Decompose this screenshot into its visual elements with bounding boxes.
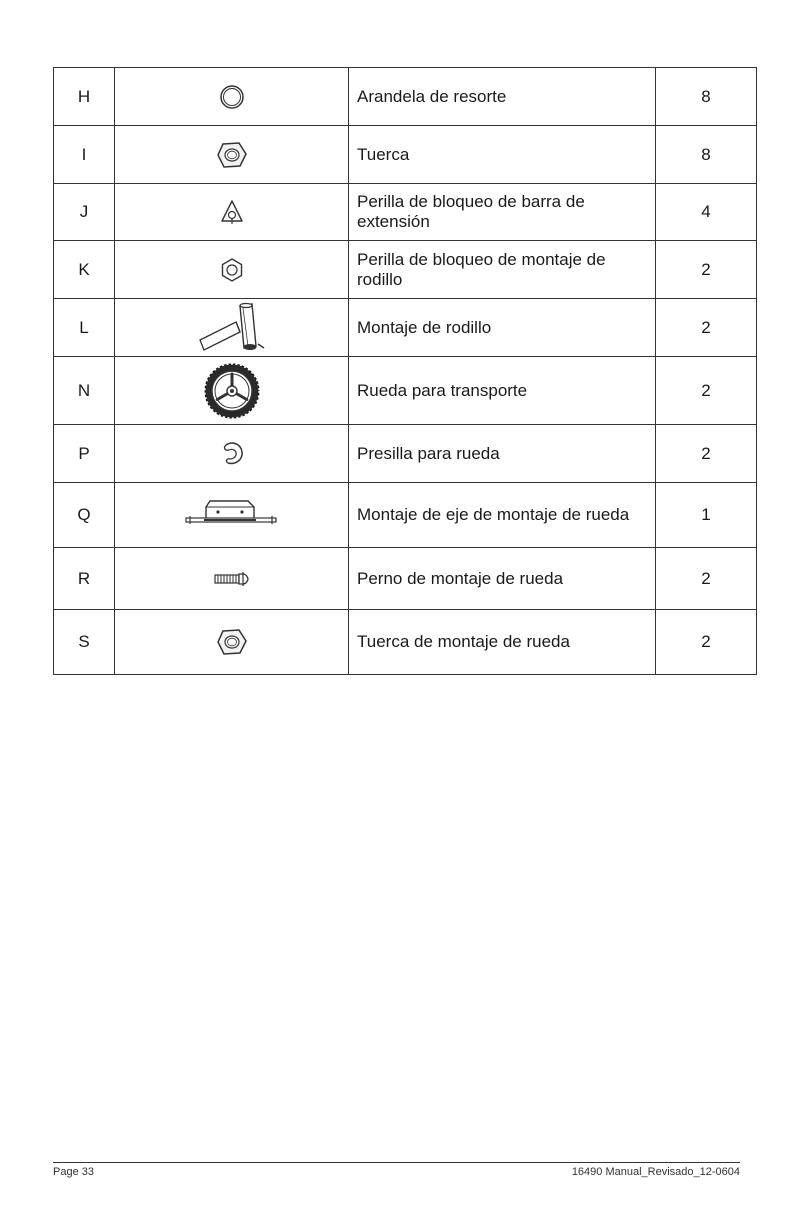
table-row (54, 68, 757, 126)
table-row (54, 184, 757, 241)
part-letter: I (54, 126, 115, 184)
part-quantity: 2 (656, 357, 757, 425)
part-quantity: 2 (656, 425, 757, 483)
transport-wheel-icon (203, 362, 261, 420)
part-letter: S (54, 610, 115, 675)
part-quantity: 2 (656, 548, 757, 610)
part-letter: Q (54, 483, 115, 548)
part-quantity: 2 (656, 299, 757, 357)
part-description: Perilla de bloqueo de barra de extensión (349, 184, 656, 241)
table-row (54, 299, 757, 357)
part-quantity: 2 (656, 241, 757, 299)
spring-washer-icon (217, 82, 247, 112)
document-id: 16490 Manual_Revisado_12-0604 (571, 1166, 740, 1178)
roller-assembly-icon (196, 302, 268, 354)
table-row (54, 610, 757, 675)
part-description: Tuerca de montaje de rueda (349, 610, 656, 675)
parts-table (53, 67, 757, 675)
part-description: Tuerca (349, 126, 656, 184)
part-letter: P (54, 425, 115, 483)
nut-icon (215, 140, 249, 170)
table-row (54, 126, 757, 184)
part-letter: J (54, 184, 115, 241)
part-description: Perno de montaje de rueda (349, 548, 656, 610)
part-letter: K (54, 241, 115, 299)
part-letter: R (54, 548, 115, 610)
table-row (54, 357, 757, 425)
table-row (54, 425, 757, 483)
table-row (54, 241, 757, 299)
nut-icon (215, 627, 249, 657)
part-description: Montaje de rodillo (349, 299, 656, 357)
part-description: Perilla de bloqueo de montaje de rodillo (349, 241, 656, 299)
part-quantity: 8 (656, 126, 757, 184)
lock-knob-icon (218, 198, 246, 226)
bolt-icon (212, 568, 252, 590)
part-quantity: 1 (656, 483, 757, 548)
table-row (54, 483, 757, 548)
table-row (54, 548, 757, 610)
part-quantity: 4 (656, 184, 757, 241)
part-letter: N (54, 357, 115, 425)
page-footer (53, 1162, 740, 1178)
part-letter: H (54, 68, 115, 126)
wheel-clip-icon (217, 439, 247, 469)
part-description: Rueda para transporte (349, 357, 656, 425)
hex-knob-icon (218, 256, 246, 284)
part-description: Arandela de resorte (349, 68, 656, 126)
page-number: Page 33 (53, 1166, 94, 1178)
part-description: Montaje de eje de montaje de rueda (349, 483, 656, 548)
part-quantity: 2 (656, 610, 757, 675)
part-quantity: 8 (656, 68, 757, 126)
axle-assembly-icon (184, 499, 280, 531)
part-description: Presilla para rueda (349, 425, 656, 483)
part-letter: L (54, 299, 115, 357)
